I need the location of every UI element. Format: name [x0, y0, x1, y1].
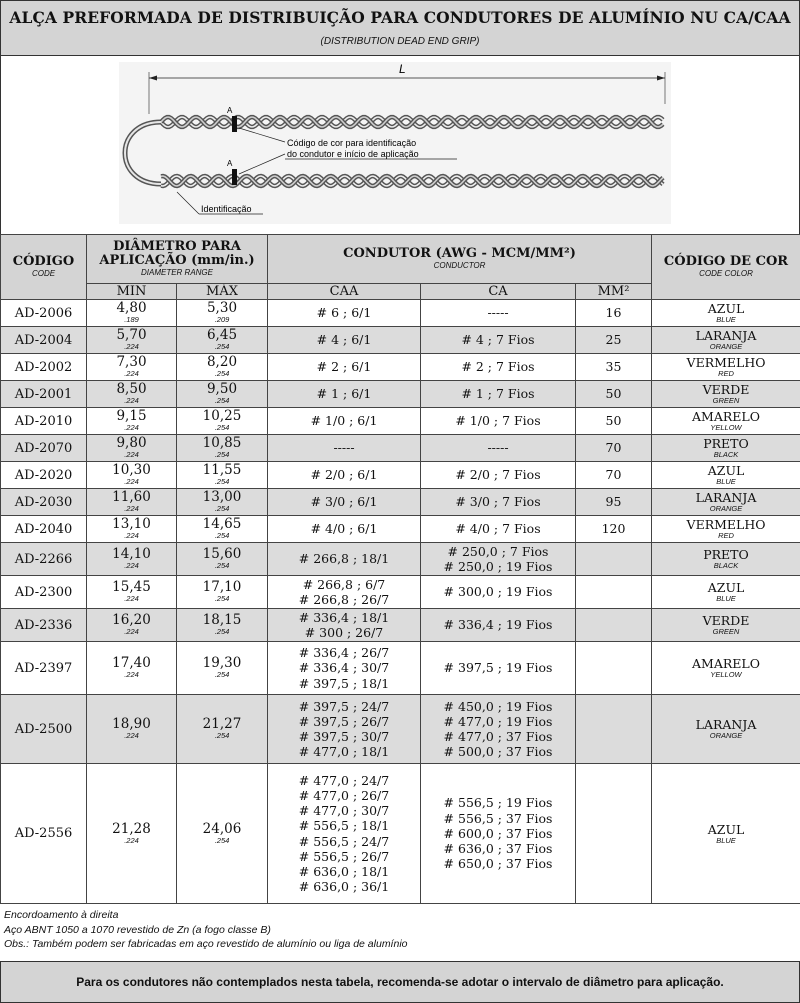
cell-color-code: [652, 695, 800, 764]
diameter-max-mm: 11,55: [202, 462, 242, 478]
cell-mm2: [576, 642, 652, 695]
header-diameter: DIÂMETRO PARA APLICAÇÃO (mm/in.) DIAMETER RANGE: [87, 235, 268, 284]
caa-value: # 477,0 ; 30/7: [298, 803, 390, 819]
footer-note-box: [0, 961, 800, 1003]
cell-ca: [421, 408, 576, 435]
cell-color-code: [652, 300, 800, 327]
diameter-min-mm: 10,30: [112, 462, 151, 478]
callout-identification: Identificação: [201, 204, 252, 214]
diameter-max-in: .254: [214, 731, 230, 740]
caa-value: # 556,5 ; 18/1: [298, 818, 390, 834]
diameter-min-in: .224: [124, 561, 139, 570]
caa-value: # 4/0 ; 6/1: [310, 521, 378, 537]
ca-value: # 2/0 ; 7 Fios: [455, 467, 541, 483]
note-line: Aço ABNT 1050 a 1070 revestido de Zn (a fogo classe B): [4, 923, 271, 936]
cell-diameter-min: [87, 462, 177, 489]
cell-mm2: 70: [576, 462, 652, 489]
caa-value: # 6 ; 6/1: [316, 305, 372, 321]
diameter-min-mm: 7,30: [116, 354, 147, 370]
caa-value: # 636,0 ; 18/1: [298, 863, 390, 879]
diameter-min-mm: 13,10: [112, 516, 151, 532]
diameter-max-in: .254: [214, 561, 230, 570]
color-name-en: BLUE: [716, 477, 736, 486]
cell-ca: [421, 327, 576, 354]
diameter-max-mm: 21,27: [202, 716, 242, 732]
color-name-en: BLUE: [716, 315, 736, 324]
cell-caa: [268, 576, 421, 609]
table-row: [1, 408, 800, 435]
cell-diameter-min: [87, 642, 177, 695]
diameter-min-in: .224: [124, 531, 139, 540]
diameter-max-in: .254: [214, 396, 230, 405]
ca-value: # 397,5 ; 19 Fios: [443, 660, 553, 676]
cell-ca: [421, 354, 576, 381]
ca-value: # 300,0 ; 19 Fios: [443, 584, 553, 600]
diameter-max-in: .254: [214, 835, 230, 845]
ca-value: # 636,0 ; 37 Fios: [443, 841, 553, 857]
diameter-min-mm: 4,80: [116, 300, 147, 316]
cell-diameter-min: [87, 516, 177, 543]
cell-diameter-min: [87, 408, 177, 435]
grip-drawing: [0, 56, 800, 234]
cell-color-code: [652, 408, 800, 435]
cell-ca: [421, 462, 576, 489]
notes: [4, 908, 794, 952]
cell-diameter-max: [177, 516, 268, 543]
table-row: [1, 609, 800, 642]
color-name: AZUL: [707, 821, 745, 837]
table-row: [1, 381, 800, 408]
ca-value: # 3/0 ; 7 Fios: [455, 494, 541, 510]
cell-code: AD-2397: [1, 642, 87, 695]
cell-color-code: [652, 435, 800, 462]
diameter-min-in: .224: [124, 423, 139, 432]
caa-value: # 266,8 ; 26/7: [298, 592, 390, 607]
cell-mm2: 16: [576, 300, 652, 327]
diameter-min-in: .224: [124, 450, 139, 459]
color-name: LARANJA: [695, 328, 757, 343]
color-name: VERMELHO: [686, 355, 766, 370]
diameter-min-in: .224: [124, 369, 139, 378]
diameter-min-in: .224: [124, 477, 139, 486]
diameter-min-mm: 8,50: [116, 381, 147, 397]
caa-value: # 477,0 ; 18/1: [298, 744, 390, 760]
cell-ca: [421, 489, 576, 516]
specs-table-body: [1, 300, 800, 904]
cell-caa: [268, 764, 421, 904]
diameter-max-mm: 6,45: [206, 327, 238, 343]
diameter-min-in: .224: [124, 594, 139, 603]
color-name-en: RED: [718, 531, 734, 540]
cell-diameter-max: [177, 354, 268, 381]
cell-caa: [268, 327, 421, 354]
cell-mm2: [576, 764, 652, 904]
cell-ca: [421, 642, 576, 695]
caa-value: # 3/0 ; 6/1: [310, 494, 378, 510]
diameter-max-in: .254: [214, 477, 230, 486]
cell-code: AD-2040: [1, 516, 87, 543]
color-name-en: BLUE: [716, 835, 736, 845]
page-subtitle: (DISTRIBUTION DEAD END GRIP): [320, 36, 480, 47]
ca-value: # 477,0 ; 37 Fios: [443, 729, 553, 744]
cell-diameter-max: [177, 327, 268, 354]
header-max: MÁX: [177, 284, 268, 300]
cell-caa: [268, 435, 421, 462]
cell-diameter-min: [87, 300, 177, 327]
ca-value: # 600,0 ; 37 Fios: [443, 825, 553, 841]
page-title: ALÇA PREFORMADA DE DISTRIBUIÇÃO PARA CONDUTORES DE ALUMÍNIO NU CA/CAA: [9, 8, 791, 27]
cell-mm2: 120: [576, 516, 652, 543]
callout-color-code-line1: Código de cor para identificação: [287, 138, 417, 148]
table-row: [1, 354, 800, 381]
table-row: [1, 462, 800, 489]
table-row: [1, 695, 800, 764]
diameter-max-mm: 10,85: [202, 435, 242, 451]
diameter-min-mm: 15,45: [112, 579, 151, 595]
diameter-max-in: .254: [214, 504, 230, 513]
cell-mm2: [576, 543, 652, 576]
ca-value: # 4 ; 7 Fios: [461, 332, 535, 348]
cell-ca: [421, 576, 576, 609]
caa-value: # 266,8 ; 6/7: [302, 576, 386, 592]
color-name-en: GREEN: [712, 627, 740, 636]
caa-value: # 2 ; 6/1: [316, 359, 372, 375]
diameter-max-in: .209: [214, 315, 230, 324]
table-row: [1, 516, 800, 543]
diameter-max-mm: 10,25: [202, 408, 242, 424]
caa-value: # 397,5 ; 24/7: [298, 698, 390, 714]
cell-diameter-max: [177, 543, 268, 576]
cell-mm2: [576, 695, 652, 764]
diameter-min-in: .224: [124, 504, 139, 513]
ca-value: # 1 ; 7 Fios: [461, 386, 535, 402]
cell-code: AD-2020: [1, 462, 87, 489]
caa-value: # 397,5 ; 18/1: [298, 675, 390, 691]
diameter-max-in: .254: [214, 450, 230, 459]
cell-diameter-max: [177, 435, 268, 462]
cell-color-code: [652, 516, 800, 543]
caa-value: # 266,8 ; 18/1: [298, 551, 390, 567]
color-name-en: BLACK: [713, 450, 739, 459]
specs-table: [0, 234, 800, 904]
cell-code: AD-2556: [1, 764, 87, 904]
cell-caa: [268, 489, 421, 516]
cell-caa: [268, 381, 421, 408]
caa-value: # 477,0 ; 26/7: [298, 787, 390, 803]
ca-value: # 477,0 ; 19 Fios: [443, 713, 553, 729]
diameter-max-mm: 15,60: [202, 546, 242, 562]
cell-diameter-max: [177, 381, 268, 408]
cell-code: AD-2030: [1, 489, 87, 516]
diameter-min-mm: 5,70: [116, 327, 147, 343]
color-name-en: ORANGE: [709, 504, 743, 513]
diameter-min-mm: 21,28: [112, 820, 151, 837]
callout-color-code-line2: do condutor e início de aplicação: [287, 149, 419, 159]
diameter-max-mm: 19,30: [202, 655, 242, 671]
caa-value: # 336,4 ; 30/7: [298, 660, 390, 676]
cell-diameter-min: [87, 543, 177, 576]
table-row: [1, 764, 800, 904]
diameter-min-mm: 9,15: [116, 408, 147, 424]
caa-value: # 336,4 ; 18/1: [298, 609, 390, 625]
color-name-en: BLUE: [716, 594, 736, 603]
color-name: AZUL: [707, 301, 745, 316]
cell-code: AD-2500: [1, 695, 87, 764]
cell-code: AD-2300: [1, 576, 87, 609]
ca-value: # 4/0 ; 7 Fios: [455, 521, 541, 537]
cell-diameter-min: [87, 576, 177, 609]
cell-mm2: 70: [576, 435, 652, 462]
color-name-en: RED: [718, 369, 734, 378]
cell-color-code: [652, 462, 800, 489]
caa-value: # 336,4 ; 26/7: [298, 645, 390, 661]
cell-mm2: 50: [576, 381, 652, 408]
table-row: [1, 642, 800, 695]
diameter-max-mm: 18,15: [202, 612, 242, 628]
cell-diameter-min: [87, 381, 177, 408]
cell-color-code: [652, 642, 800, 695]
diameter-min-mm: 11,60: [112, 489, 151, 505]
diameter-max-mm: 8,20: [206, 354, 238, 370]
table-row: [1, 576, 800, 609]
cell-mm2: 25: [576, 327, 652, 354]
caa-value: # 636,0 ; 36/1: [298, 879, 390, 895]
cell-code: AD-2001: [1, 381, 87, 408]
table-row: [1, 543, 800, 576]
cell-ca: [421, 695, 576, 764]
ca-value: # 556,5 ; 37 Fios: [443, 810, 553, 826]
cell-diameter-min: [87, 764, 177, 904]
cell-color-code: [652, 327, 800, 354]
color-name: LARANJA: [695, 717, 757, 732]
cell-ca: [421, 300, 576, 327]
grip-drawing-svg: [1, 56, 800, 234]
cell-mm2: [576, 609, 652, 642]
diameter-min-in: .189: [124, 315, 139, 324]
color-name: PRETO: [703, 436, 749, 451]
color-code-band-bottom: [232, 169, 237, 185]
cell-ca: [421, 543, 576, 576]
cell-diameter-max: [177, 764, 268, 904]
diameter-min-in: .224: [124, 670, 139, 679]
diameter-min-mm: 9,80: [116, 435, 147, 451]
marker-a-top: A: [227, 106, 233, 115]
color-name-en: GREEN: [712, 396, 740, 405]
color-name: PRETO: [703, 547, 749, 562]
color-name-en: ORANGE: [709, 342, 743, 351]
note-line: Encordoamento à direita: [4, 909, 119, 921]
diameter-max-in: .254: [214, 627, 230, 636]
cell-diameter-max: [177, 489, 268, 516]
diameter-max-mm: 24,06: [202, 820, 242, 837]
cell-diameter-min: [87, 435, 177, 462]
note-line: Obs.: Também podem ser fabricadas em aço revestido de alumínio ou liga de alumínio: [4, 938, 408, 950]
cell-caa: [268, 609, 421, 642]
footer-note: Para os condutores não contemplados nesta tabela, recomenda-se adotar o intervalo de diâmetro para aplicação.: [76, 975, 724, 989]
cell-caa: [268, 300, 421, 327]
cell-ca: [421, 435, 576, 462]
color-name-en: ORANGE: [709, 731, 743, 740]
diameter-max-in: .254: [214, 369, 230, 378]
color-name: AMARELO: [692, 656, 760, 671]
ca-value: -----: [487, 440, 509, 456]
cell-caa: [268, 642, 421, 695]
cell-code: AD-2336: [1, 609, 87, 642]
cell-color-code: [652, 381, 800, 408]
cell-color-code: [652, 609, 800, 642]
cell-caa: [268, 354, 421, 381]
table-row: [1, 300, 800, 327]
cell-mm2: [576, 576, 652, 609]
color-name: AZUL: [707, 580, 745, 595]
header-code: CÓDIGO CODE: [1, 235, 87, 300]
cell-diameter-max: [177, 642, 268, 695]
color-name: VERDE: [702, 382, 750, 397]
cell-diameter-max: [177, 300, 268, 327]
cell-color-code: [652, 764, 800, 904]
diameter-min-mm: 18,90: [112, 716, 151, 732]
header-min: MIN: [87, 284, 177, 300]
cell-caa: [268, 462, 421, 489]
diameter-max-mm: 5,30: [206, 300, 238, 316]
diameter-max-mm: 14,65: [202, 516, 242, 532]
color-name-en: YELLOW: [710, 670, 742, 679]
cell-ca: [421, 516, 576, 543]
diameter-max-mm: 17,10: [202, 579, 242, 595]
table-row: [1, 435, 800, 462]
caa-value: # 1 ; 6/1: [316, 386, 372, 402]
ca-value: # 1/0 ; 7 Fios: [455, 413, 541, 429]
cell-color-code: [652, 576, 800, 609]
ca-value: # 250,0 ; 19 Fios: [443, 559, 553, 574]
caa-value: # 556,5 ; 24/7: [298, 833, 390, 849]
color-name: VERMELHO: [686, 517, 766, 532]
title-box: [0, 0, 800, 56]
cell-diameter-max: [177, 576, 268, 609]
ca-value: # 556,5 ; 19 Fios: [443, 795, 553, 811]
diameter-max-mm: 13,00: [202, 489, 242, 505]
diameter-max-in: .254: [214, 531, 230, 540]
diameter-max-in: .254: [214, 594, 230, 603]
color-name: VERDE: [702, 613, 750, 628]
table-row: [1, 327, 800, 354]
color-name: AZUL: [707, 463, 745, 478]
diameter-min-in: .224: [124, 731, 139, 740]
dimension-label: L: [399, 62, 406, 76]
marker-a-bottom: A: [227, 159, 233, 168]
cell-caa: [268, 543, 421, 576]
cell-caa: [268, 695, 421, 764]
diameter-max-mm: 9,50: [206, 381, 238, 397]
cell-ca: [421, 381, 576, 408]
caa-value: # 556,5 ; 26/7: [298, 848, 390, 864]
diameter-max-in: .254: [214, 423, 230, 432]
header-color-code: CÓDIGO DE COR CODE COLOR: [652, 235, 800, 300]
cell-mm2: 50: [576, 408, 652, 435]
color-name-en: YELLOW: [710, 423, 742, 432]
caa-value: # 477,0 ; 24/7: [298, 772, 390, 788]
cell-code: AD-2070: [1, 435, 87, 462]
ca-value: # 2 ; 7 Fios: [461, 359, 535, 375]
caa-value: -----: [333, 440, 355, 456]
cell-diameter-min: [87, 327, 177, 354]
cell-color-code: [652, 489, 800, 516]
cell-diameter-min: [87, 609, 177, 642]
cell-mm2: 35: [576, 354, 652, 381]
table-row: [1, 489, 800, 516]
caa-value: # 2/0 ; 6/1: [310, 467, 378, 483]
caa-value: # 1/0 ; 6/1: [310, 413, 378, 429]
caa-value: # 397,5 ; 26/7: [298, 713, 390, 729]
cell-code: AD-2004: [1, 327, 87, 354]
cell-diameter-max: [177, 695, 268, 764]
diameter-min-in: .224: [124, 835, 139, 845]
cell-diameter-max: [177, 609, 268, 642]
header-caa: CAA: [268, 284, 421, 300]
ca-value: # 650,0 ; 37 Fios: [443, 856, 553, 872]
cell-code: AD-2010: [1, 408, 87, 435]
cell-caa: [268, 516, 421, 543]
cell-caa: [268, 408, 421, 435]
diameter-min-mm: 16,20: [112, 612, 151, 628]
cell-diameter-min: [87, 354, 177, 381]
diameter-min-in: .224: [124, 627, 139, 636]
ca-value: # 450,0 ; 19 Fios: [443, 698, 553, 714]
color-code-band-top: [232, 116, 237, 132]
header-mm2: MM²: [576, 284, 652, 300]
cell-diameter-max: [177, 462, 268, 489]
diameter-min-in: .224: [124, 342, 139, 351]
cell-color-code: [652, 543, 800, 576]
cell-diameter-min: [87, 489, 177, 516]
cell-code: AD-2002: [1, 354, 87, 381]
cell-code: AD-2006: [1, 300, 87, 327]
caa-value: # 397,5 ; 30/7: [298, 729, 390, 744]
ca-value: # 250,0 ; 7 Fios: [447, 543, 549, 559]
diameter-max-in: .254: [214, 342, 230, 351]
header-conductor: CONDUTOR (AWG - MCM/MM²) CONDUCTOR: [268, 235, 652, 284]
caa-value: # 300 ; 26/7: [304, 625, 384, 640]
cell-ca: [421, 764, 576, 904]
ca-value: -----: [487, 305, 509, 321]
ca-value: # 336,4 ; 19 Fios: [443, 617, 553, 633]
cell-color-code: [652, 354, 800, 381]
cell-ca: [421, 609, 576, 642]
ca-value: # 500,0 ; 37 Fios: [443, 744, 553, 760]
cell-mm2: 95: [576, 489, 652, 516]
color-name-en: BLACK: [713, 561, 739, 570]
diameter-min-mm: 14,10: [112, 546, 151, 562]
color-name: AMARELO: [692, 409, 760, 424]
cell-diameter-max: [177, 408, 268, 435]
cell-code: AD-2266: [1, 543, 87, 576]
caa-value: # 4 ; 6/1: [316, 332, 372, 348]
diameter-min-mm: 17,40: [112, 655, 151, 671]
diameter-max-in: .254: [214, 670, 230, 679]
cell-diameter-min: [87, 695, 177, 764]
header-ca: CA: [421, 284, 576, 300]
diameter-min-in: .224: [124, 396, 139, 405]
color-name: LARANJA: [695, 490, 757, 505]
